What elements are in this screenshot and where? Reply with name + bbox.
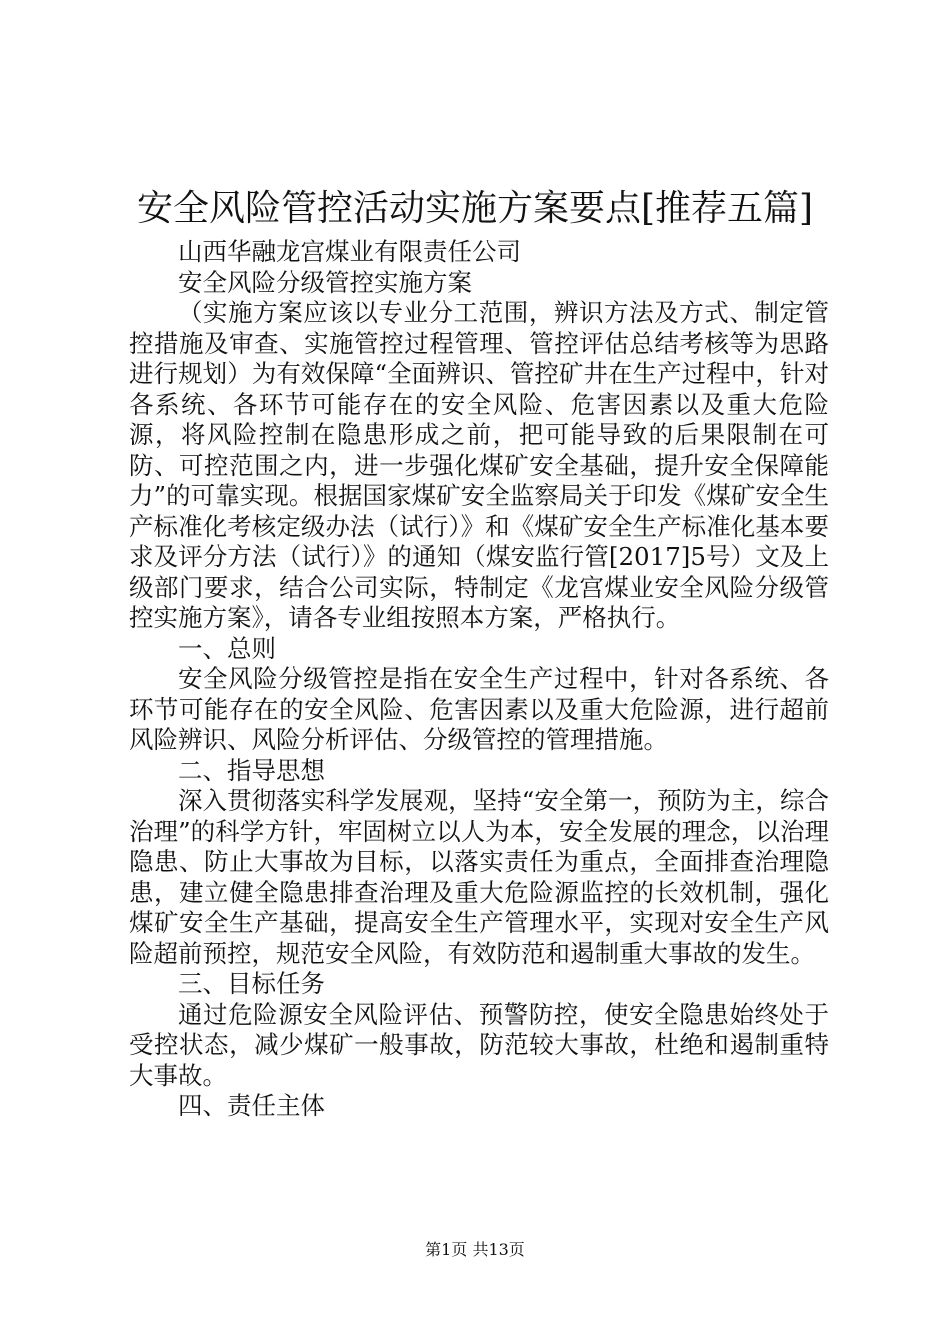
section-heading-guiding-thought: 二、指导思想: [178, 755, 325, 785]
plan-name: 安全风险分级管控实施方案: [178, 267, 472, 297]
guiding-thought-paragraph: 深入贯彻落实科学发展观，坚持“安全第一，预防为主，综合治理”的科学方针，牢固树立以人为本，安全发展的理念，以治理隐患、防止大事故为目标，以落实责任为重点，全面排查治理隐患，建立健全隐患排查治理及重大危险源监控的长效机制，强化煤矿安全生产基础，提高安全生产管理水平，实现对安全生产风险超前预控，规范安全风险，有效防范和遏制重大事故的发生。: [129, 786, 829, 968]
section-heading-general: 一、总则: [178, 633, 276, 663]
section-heading-objectives: 三、目标任务: [178, 969, 325, 998]
general-paragraph: 安全风险分级管控是指在安全生产过程中，针对各系统、各环节可能存在的安全风险、危害因素以及重大危险源，进行超前风险辨识、风险分析评估、分级管控的管理措施。: [129, 664, 829, 754]
document-body: [129, 237, 829, 1122]
document-title: 安全风险管控活动实施方案要点[推荐五篇]: [136, 188, 814, 229]
objectives-paragraph: 通过危险源安全风险评估、预警防控，使安全隐患始终处于受控状态，减少煤矿一般事故，防范较大事故，杜绝和遏制重特大事故。: [129, 999, 829, 1090]
section-heading-responsibility: 四、责任主体: [178, 1091, 325, 1120]
intro-paragraph: （实施方案应该以专业分工范围，辨识方法及方式、制定管控措施及审查、实施管控过程管理、管控评估总结考核等为思路进行规划）为有效保障“全面辨识、管控矿井在生产过程中，针对各系统、各环节可能存在的安全风险、危害因素以及重大危险源，将风险控制在隐患形成之前，把可能导致的后果限制在可防、可控范围之内，进一步强化煤矿安全基础，提升安全保障能力”的可靠实现。根据国家煤矿安全监察局关于印发《煤矿安全生产标准化考核定级办法（试行）》和《煤矿安全生产标准化基本要求及评分方法（试行）》的通知（煤安监行管[2017]5号）文及上级部门要求，结合公司实际，特制定《龙宫煤业安全风险分级管控实施方案》，请各专业组按照本方案，严格执行。: [129, 298, 829, 632]
page-number: 第1页 共13页: [425, 1240, 525, 1259]
company-name: 山西华融龙宫煤业有限责任公司: [178, 237, 521, 266]
